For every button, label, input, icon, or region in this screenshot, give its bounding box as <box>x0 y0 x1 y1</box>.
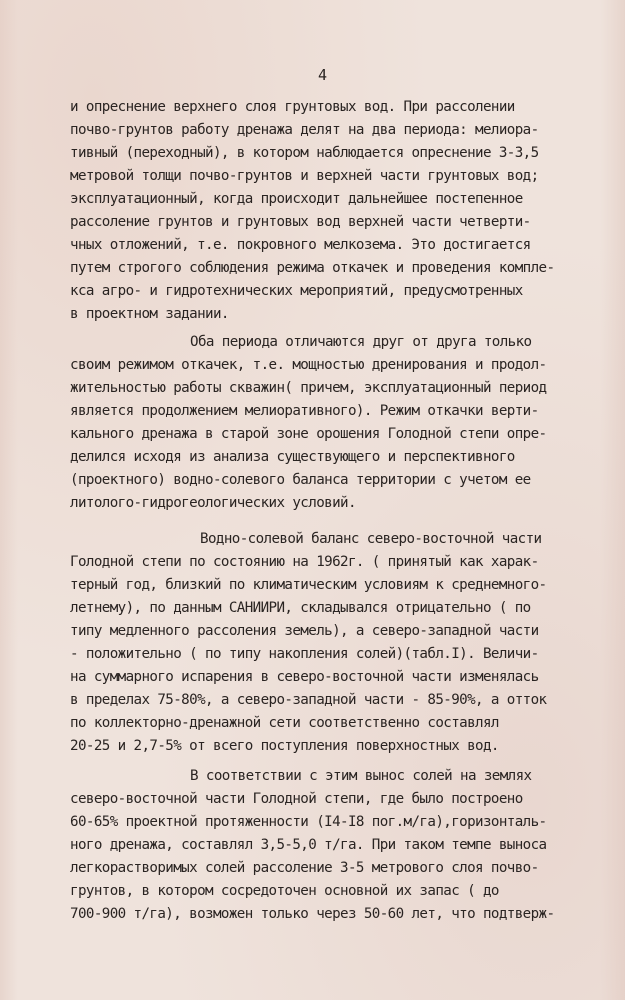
text-line: чных отложений, т.е. покровного мелкозема. Это достигается <box>70 237 531 253</box>
text-line: рассоление грунтов и грунтовых вод верхней части четверти- <box>70 214 531 230</box>
text-line: летнему), по данным САНИИРИ, складывался отрицательно ( по <box>70 600 531 616</box>
text-line: - положительно ( по типу накопления солей)(табл.I). Величи- <box>70 646 539 662</box>
text-line: своим режимом откачек, т.е. мощностью дренирования и продол- <box>70 357 547 373</box>
text-line: кса агро- и гидротехнических мероприятий, предусмотренных <box>70 283 523 299</box>
text-line: типу медленного рассоления земель), а северо-западной части <box>70 623 539 639</box>
text-line: эксплуатационный, когда происходит дальнейшее постепенное <box>70 191 523 207</box>
text-line: кального дренажа в старой зоне орошения Голодной степи опре- <box>70 426 547 442</box>
text-line: Водно-солевой баланс северо-восточной части <box>200 531 542 547</box>
text-line: жительностью работы скважин( причем, эксплуатационный период <box>70 380 547 396</box>
text-line: легкорастворимых солей рассоление 3-5 метрового слоя почво- <box>70 860 539 876</box>
text-line: 60-65% проектной протяженности (I4-I8 пог.м/га),горизонталь- <box>70 814 547 830</box>
text-line: 20-25 и 2,7-5% от всего поступления поверхностных вод. <box>70 738 499 754</box>
text-line: в пределах 75-80%, а северо-западной части - 85-90%, а отток <box>70 692 547 708</box>
text-line: В соответствии с этим вынос солей на землях <box>190 768 532 784</box>
text-line: по коллекторно-дренажной сети соответственно составлял <box>70 715 499 731</box>
text-line: метровой толщи почво-грунтов и верхней части грунтовых вод; <box>70 168 539 184</box>
text-line: Голодной степи по состоянию на 1962г. ( принятый как харак- <box>70 554 539 570</box>
text-line: (проектного) водно-солевого баланса территории с учетом ее <box>70 472 531 488</box>
text-line: почво-грунтов работу дренажа делят на два периода: мелиора- <box>70 122 539 138</box>
text-line: литолого-гидрогеологических условий. <box>70 495 356 511</box>
page-number: 4 <box>318 66 328 84</box>
text-line: Оба периода отличаются друг от друга только <box>190 334 532 350</box>
text-line: и опреснение верхнего слоя грунтовых вод. При рассолении <box>70 99 515 115</box>
text-line: в проектном задании. <box>70 306 229 322</box>
text-line: северо-восточной части Голодной степи, где было построено <box>70 791 523 807</box>
text-line: тивный (переходный), в котором наблюдается опреснение 3-3,5 <box>70 145 539 161</box>
text-line: путем строгого соблюдения режима откачек и проведения компле- <box>70 260 555 276</box>
text-line: 700-900 т/га), возможен только через 50-60 лет, что подтверж- <box>70 906 555 922</box>
text-line: ного дренажа, составлял 3,5-5,0 т/га. При таком темпе выноса <box>70 837 547 853</box>
text-line: на суммарного испарения в северо-восточной части изменялась <box>70 669 539 685</box>
text-line: грунтов, в котором сосредоточен основной их запас ( до <box>70 883 499 899</box>
text-line: терный год, близкий по климатическим условиям к среднемного- <box>70 577 547 593</box>
text-line: делился исходя из анализа существующего и перспективного <box>70 449 515 465</box>
text-line: является продолжением мелиоративного). Режим откачки верти- <box>70 403 539 419</box>
